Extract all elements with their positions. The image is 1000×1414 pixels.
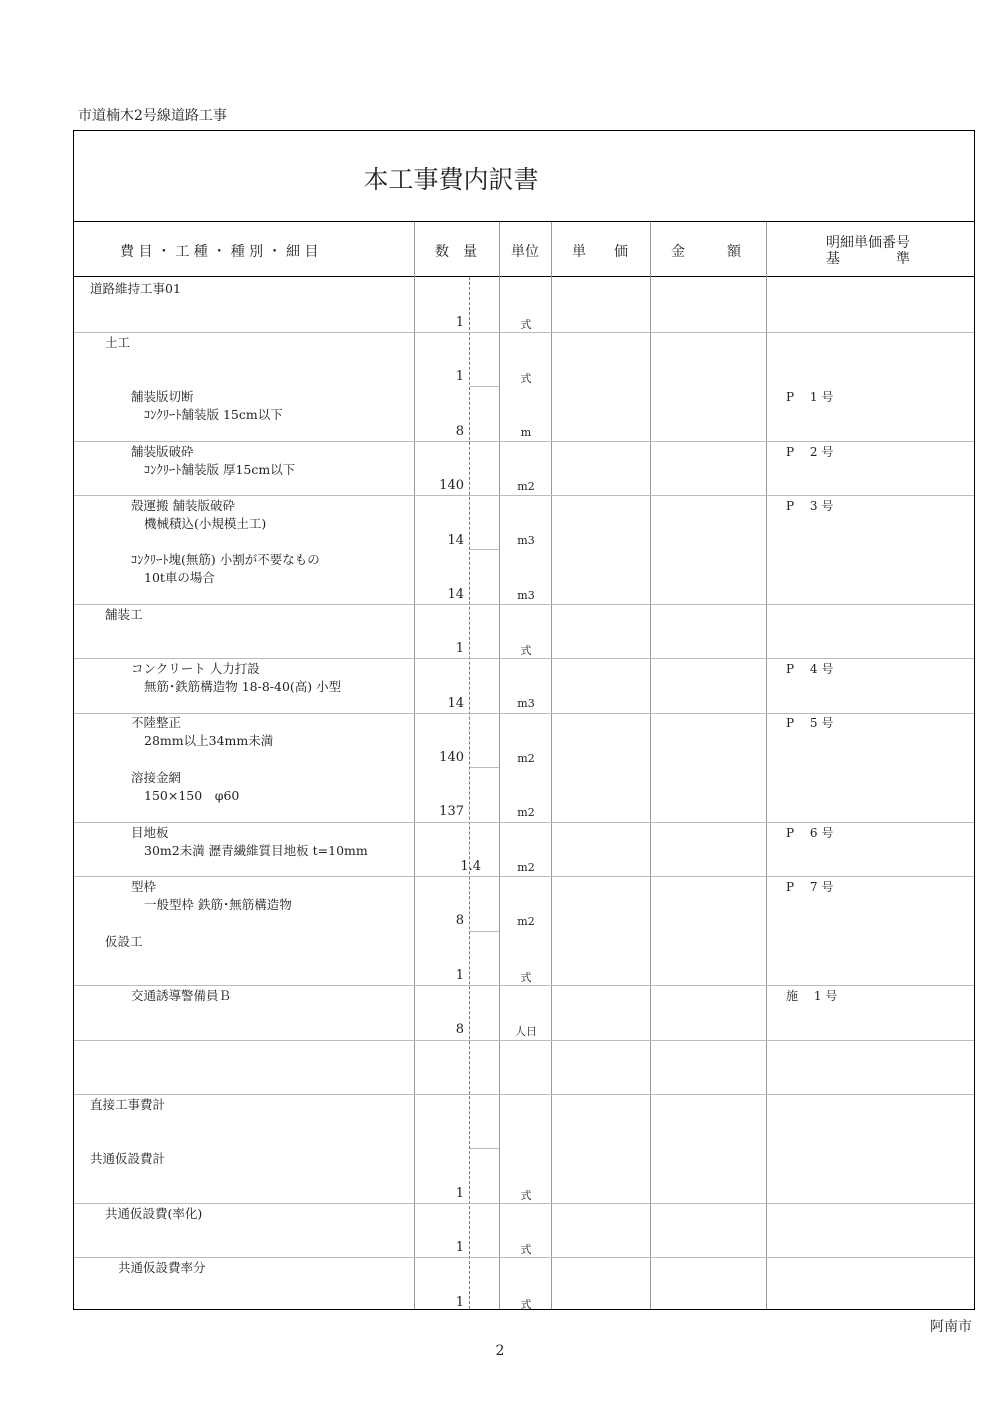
item-unit: m2 [517,806,535,819]
header-amount: 金 額 [671,244,741,260]
item-unit: 式 [520,318,532,331]
project-name: 市道楠木2号線道路工事 [78,108,227,124]
col-divider-ref [766,222,767,1309]
item-spec: 機械積込(小規模土工) [144,516,267,531]
row-divider [74,713,974,714]
item-name: 舗装版切断 [131,389,194,404]
item-spec: 150×150 φ60 [144,788,240,803]
item-spec: 無筋･鉄筋構造物 18-8-40(高) 小型 [144,679,342,694]
row-divider [74,441,974,442]
item-name: 直接工事費計 [90,1097,166,1112]
col-divider-qty [414,222,415,1309]
item-unit: m2 [517,861,535,874]
item-ref-code: P 4 号 [786,662,834,676]
document-title: 本工事費内訳書 [363,165,539,194]
item-unit: 式 [520,1189,532,1202]
item-unit: m2 [517,915,535,928]
item-quantity: 14 [447,533,464,548]
item-name: 目地板 [131,825,169,840]
row-divider [74,876,974,877]
item-quantity: 1 [455,1186,464,1201]
footer-city: 阿南市 [930,1319,972,1335]
item-name: 殻運搬 舗装版破砕 [131,498,235,513]
item-unit: m3 [517,697,535,710]
item-quantity: 8 [455,913,464,928]
item-quantity: 8 [455,1022,464,1037]
item-ref-code: 施 1 号 [786,989,838,1003]
item-unit: 式 [520,971,532,984]
item-spec: ｺﾝｸﾘｰﾄ舗装版 厚15cm以下 [144,462,296,477]
col-divider-qty-dec [469,277,470,1309]
item-spec: 28mm以上34mm未満 [144,733,274,748]
item-name: 舗装工 [105,607,143,622]
item-name: 道路維持工事01 [90,281,181,296]
item-quantity: 8 [455,424,464,439]
item-quantity: 1 [455,369,464,384]
breakdown-table [73,130,975,1310]
row-divider [74,1203,974,1204]
item-unit: m3 [517,534,535,547]
item-name: 共通仮設費(率化) [105,1206,203,1221]
item-ref-code: P 2 号 [786,445,834,459]
item-quantity: 1 [455,315,464,330]
item-ref-code: P 3 号 [786,499,834,513]
row-divider [74,1094,974,1095]
item-spec: 30m2未満 瀝青繊維質目地板 t=10mm [144,843,368,858]
item-name: 不陸整正 [131,715,182,730]
header-divider [74,276,974,277]
subrow-marker [470,767,499,768]
item-unit: 人日 [515,1025,537,1038]
header-unit: 単位 [511,244,539,260]
item-quantity: 14 [447,587,464,602]
item-unit: 式 [520,1243,532,1256]
item-spec: 一般型枠 鉄筋･無筋構造物 [144,897,292,912]
row-divider [74,1257,974,1258]
item-name: 舗装版破砕 [131,444,194,459]
item-ref-code: P 7 号 [786,880,834,894]
item-unit: 式 [520,372,532,385]
item-ref-code: P 1 号 [786,390,834,404]
item-name: 溶接金網 [131,770,182,785]
item-quantity: 140 [439,750,464,765]
page-number: 2 [495,1343,505,1359]
item-name: ｺﾝｸﾘｰﾄ塊(無筋) 小割が不要なもの [131,552,320,567]
header-price: 単 価 [572,244,628,260]
subrow-marker [470,931,499,932]
item-name: 交通誘導警備員Ｂ [131,988,232,1003]
row-divider [74,604,974,605]
header-item: 費 目 ・ 工 種 ・ 種 別 ・ 細 目 [120,244,319,260]
item-name: コンクリート 人力打設 [131,661,260,676]
item-spec: 10t車の場合 [144,570,215,585]
item-unit: m [520,426,532,439]
item-quantity: 1 [455,1295,464,1310]
item-name: 共通仮設費計 [90,1151,166,1166]
item-quantity: 1 [455,968,464,983]
header-ref: 明細単価番号 [826,235,910,251]
item-unit: 式 [520,1298,532,1311]
item-unit: m3 [517,589,535,602]
subrow-marker [470,386,499,387]
row-divider [74,332,974,333]
col-divider-amount [650,222,651,1309]
item-unit: m2 [517,480,535,493]
header-qty: 数 量 [435,244,477,260]
item-quantity: 14 [447,696,464,711]
item-unit: m2 [517,752,535,765]
item-unit: 式 [520,644,532,657]
row-divider [74,822,974,823]
row-divider [74,1040,974,1041]
item-quantity: 1.4 [460,859,481,874]
subrow-marker [470,1148,499,1149]
item-name: 仮設工 [105,934,143,949]
subrow-marker [470,549,499,550]
item-quantity: 137 [439,804,464,819]
header-standard: 基 準 [826,251,910,267]
item-quantity: 1 [455,641,464,656]
item-ref-code: P 6 号 [786,826,834,840]
item-name: 共通仮設費率分 [118,1260,206,1275]
item-spec: ｺﾝｸﾘｰﾄ舗装版 15cm以下 [144,407,283,422]
item-quantity: 140 [439,478,464,493]
item-ref-code: P 5 号 [786,716,834,730]
item-quantity: 1 [455,1240,464,1255]
title-divider [74,221,974,222]
item-name: 土工 [105,335,131,350]
item-name: 型枠 [131,879,157,894]
